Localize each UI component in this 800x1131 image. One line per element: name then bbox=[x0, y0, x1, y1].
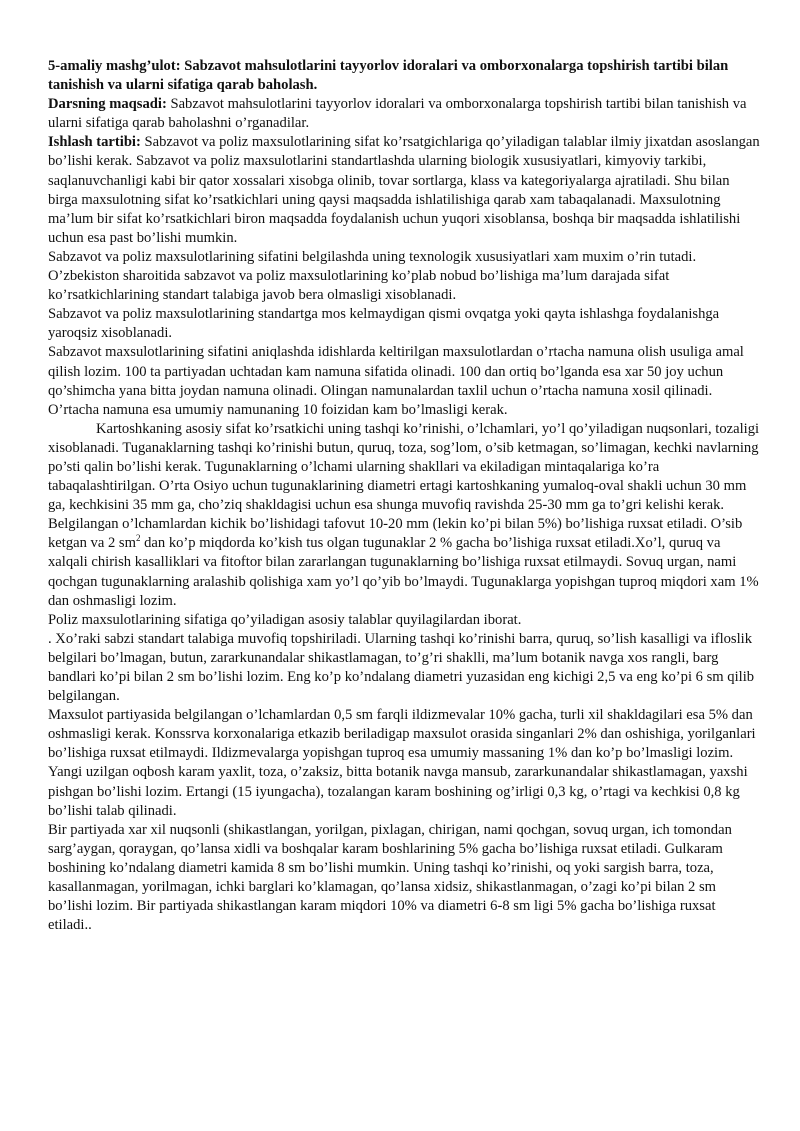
paragraph-nonstandard-part: Sabzavot va poliz maxsulotlarining standartga mos kelmaydigan qismi ovqatga yoki qayta ishlashga foydalanishga yaroqsiz xisoblanadi. bbox=[48, 306, 720, 342]
document-title: 5-amaliy mashg’ulot: Sabzavot mahsulotlarini tayyorlov idoralari va omborxonalarga topshirish tartibi bilan tanishish va ularni sifatiga qarab baholash. bbox=[48, 58, 729, 94]
paragraph-sampling: Sabzavot maxsulotlarining sifatini aniqlashda idishlarda keltirilgan maxsulotlardan o’rtacha namuna olish usuliga amal qilish lozim. 100 ta partiyadan uchtadan kam namuna sifatida olinadi. 100 dan ortiq bo’lganda esa xar 50 joy uchun qo’shimcha yana bitta joydan namuna olinadi. Olingan namunalardan taxlil uchun o’rtacha namuna xosil qilinadi. O’rtacha namuna esa umumiy namunaning 10 foizidan kam bo’lmasligi kerak. bbox=[48, 344, 744, 418]
square-superscript: 2 bbox=[135, 533, 141, 544]
lesson-goal-paragraph bbox=[48, 95, 760, 133]
paragraph-white-cabbage: Yangi uzilgan oqbosh karam yaxlit, toza, o’zaksiz, bitta botanik navga mansub, zararkunandalar shikastlamagan, yaxshi pishgan bo’lishi lozim. Ertangi (15 iyungacha), tozalangan karam boshining og’irligi 0,3 kg, o’rtagi va kechkisi 0,8 kg bo’lishi talab qilinadi. bbox=[48, 764, 748, 819]
paragraph-potato-quality bbox=[48, 420, 760, 611]
potato-text-part-2: dan ko’p miqdorda ko’kish tus olgan tugunaklar 2 % gacha bo’lishiga ruxsat etiladi.Xo’l, quruq va xalqali chirish kasalliklari va fitoftor bilan zararlangan tugunaklarning bo’lishiga ruxsat etilmaydi. Sovuq urgan, nami qochgan tugunaklarning aralashib qolishiga xam yo’l qo’yib bo’lmaydi. Tugunaklarga yopishgan tuproq miqdori xam 1% dan oshmasligi lozim. bbox=[48, 535, 759, 609]
paragraph-uzbekistan-losses: O’zbekiston sharoitida sabzavot va poliz maxsulotlarining ko’plab nobud bo’lishiga ma’lum darajada sifat ko’rsatkichlarining standart talabiga javob bera olmasligi xisoblanadi. bbox=[48, 268, 670, 304]
paragraph-root-tolerances: Maxsulot partiyasida belgilangan o’lchamlardan 0,5 sm farqli ildizmevalar 10% gacha, turli xil shakldagilari esa 5% dan oshmasligi kerak. Konssrva korxonalariga etkazib beriladigap maxsulot orasida singanlari 2% dan oshishiga, yorilganlari bo’lishiga ruxsat etilmaydi. Ildizmevalarga yopishgan tuproq esa umumiy massaning 1% dan ko’p bo’lmasligi lozim. bbox=[48, 707, 756, 762]
paragraph-carrot-standard: . Xo’raki sabzi standart talabiga muvofiq topshiriladi. Ularning tashqi ko’rinishi barra, quruq, so’lish kasalligi va ifloslik belgilari bo’lmagan, butun, zararkunandalar shikastlamagan, to’g’ri shaklli, ma’lum botanik navga xos rangli, barg bandlari ko’pi bilan 2 sm bo’lishi lozim. Eng ko’p ko’ndalang diametri yuzasidan eng kichigi 2,5 va eng ko’pi 6 sm qilib belgilangan. bbox=[48, 630, 755, 705]
procedure-text: Sabzavot va poliz maxsulotlarining sifat ko’rsatgichlariga qo’yiladigan talablar ilmiy jixatdan asoslangan bo’lishi kerak. Sabzavot va poliz maxsulotlarini standartlashda ularning biologik xususiyatlari, kimyoviy tarkibi, saqlanuvchanligi kabi bir qator xossalari xisobga olinib, tovar sortlarga, klass va kategoriyalarga ajratiladi. Shu bilan birga maxsulotning sifat ko’rsatkichlari uning qaysi maqsadda ishlatilishiga qarab xam tabaqalanadi. Maxsulotning ma’lum bir sifat ko’rsatkichlari biron maqsadda foydalanish uchun yuqori xisoblansa, boshqa bir maqsadda ishlatilishi uchun esa past bo’lishi mumkin. bbox=[48, 134, 760, 246]
lesson-goal-label: Darsning maqsadi: bbox=[48, 96, 167, 113]
procedure-paragraph bbox=[48, 133, 760, 248]
procedure-label: Ishlash tartibi: bbox=[48, 134, 141, 151]
lesson-goal-text: Sabzavot mahsulotlarini tayyorlov idoralari va omborxonalarga topshirish tartibi bilan tanishish va ularni sifatiga qarab baholashni o’rganadilar. bbox=[48, 96, 747, 132]
paragraph-cabbage-defects: Bir partiyada xar xil nuqsonli (shikastlangan, yorilgan, pixlagan, chirigan, nami qochgan, sovuq urgan, ich tomondan sarg’aygan, qoraygan, qo’lansa xidli va boshqalar karam boshlarining 5% gacha bo’lishiga ruxsat etiladi. Gulkaram boshining ko’ndalang diametri kamida 8 sm bo’lishi mumkin. Uning tashqi ko’rinishi, oq yoki sargish barra, toza, kasallanmagan, yorilmagan, ichki barglari ko’klamagan, qo’lansa xidsiz, shikastlanmagan, o’zagi ko’pi bilan 2 sm bo’lishi lozim. Bir partiyada shikastlangan karam miqdori 10% va diametri 6-8 sm ligi 5% gacha bo’lishiga ruxsat etiladi.. bbox=[48, 821, 732, 934]
document-page bbox=[48, 57, 760, 935]
paragraph-melon-requirements: Poliz maxsulotlarining sifatiga qo’yiladigan asosiy talablar quyilagilardan iborat. bbox=[48, 611, 522, 628]
potato-text-part-1: Kartoshkaning asosiy sifat ko’rsatkichi uning tashqi ko’rinishi, o’lchamlari, yo’l qo’yiladigan nuqsonlari, tozaligi xisoblanadi. Tuganaklarning tashqi ko’rinishi butun, quruq, toza, sog’lom, o’sib ketmagan, so’limagan, kechki navlarning po’sti qalin bo’lishi kerak. Tugunaklarning o’lchami ularning shakllari va ekiladigan mintaqalariga ko’ra tabaqalashtirilgan. O’rta Osiyo uchun tugunaklarining diametri ertagi kartoshkaning yumaloq-oval shakli uchun 30 mm ga, kechkisini 35 mm ga, cho’ziq shakldagisi uchun esa shunga muvofiq ravishda 25-30 mm ga to’gri kelishi kerak. Belgilangan o’lchamlardan kichik bo’lishidagi tafovut 10-20 mm (lekin ko’pi bilan 5%) bo’lishiga ruxsat etiladi. O’sib ketgan va 2 sm bbox=[48, 420, 760, 552]
paragraph-technological-properties: Sabzavot va poliz maxsulotlarining sifatini belgilashda uning texnologik xususiyatlari xam muxim o’rin tutadi. bbox=[48, 248, 697, 265]
